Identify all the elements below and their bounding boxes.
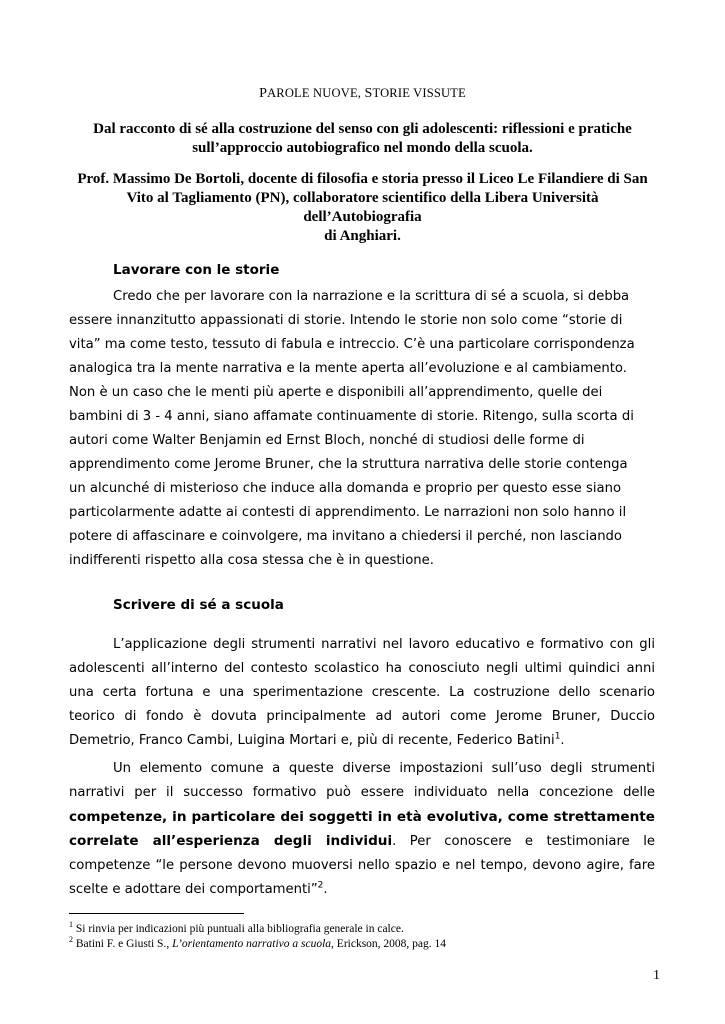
- text-line: particolarmente adatte ai contesti di apprendimento. Le narrazioni non solo hanno il: [69, 505, 627, 520]
- title-line: Dal racconto di sé alla costruzione del senso con gli adolescenti: riflessioni e pratiche: [93, 121, 632, 137]
- text-line: Demetrio, Franco Cambi, Luigina Mortari e, più di recente, Federico Batini$^1$.: [69, 731, 565, 748]
- text-line: L’applicazione degli strumenti narrativi nel lavoro educativo e formativo con gli: [113, 637, 655, 652]
- text-line: narrativi per il successo formativo può essere individuato nella concezione delle: [69, 785, 655, 800]
- text-line: bambini di 3 - 4 anni, siano affamate continuamente di storie. Ritengo, sulla scorta di: [69, 409, 634, 424]
- text-line: autori come Walter Benjamin ed Ernst Bloch, nonché di studiosi delle forme di: [69, 433, 585, 448]
- document-title: [90, 120, 635, 158]
- text-line: correlate all’esperienza degli individui. Per conoscere e testimoniare le: [69, 833, 655, 849]
- series-text-1: AROLE NUOVE,: [267, 86, 365, 100]
- text-line-bold: competenze, in particolare dei soggetti in età evolutiva, come strettamente: [69, 809, 655, 825]
- series-initial-1: P: [259, 86, 268, 101]
- author-block: [66, 170, 659, 246]
- text-line: teorico di fondo è dovuta principalmente ad autori come Jerome Bruner, Duccio: [69, 709, 655, 724]
- series-initial-2: S: [364, 86, 373, 101]
- author-line: Vito al Tagliamento (PN), collaboratore scientifico della Libera Università dell’Autobiografia: [126, 190, 599, 225]
- text-line: vita” ma come testo, tessuto di fabula e intreccio. C’è una particolare corrispondenza: [69, 337, 635, 352]
- footnote-divider: [69, 913, 244, 914]
- body-paragraph: [69, 633, 655, 753]
- body-paragraph: [69, 285, 655, 573]
- footnote-ref[interactable]: 2: [317, 880, 324, 891]
- section-heading: Lavorare con le storie: [113, 262, 280, 278]
- author-line: Prof. Massimo De Bortoli, docente di filosofia e storia presso il Liceo Le Filandiere di San: [77, 171, 648, 187]
- text-line: analogica tra la mente narrativa e la mente aperta all’evoluzione e al cambiamento.: [69, 361, 627, 376]
- text-line: potere di affascinare e coinvolgere, ma invitano a chiedersi il perché, non lasciando: [69, 529, 622, 544]
- footnotes: [69, 922, 659, 952]
- footnote-1: $^1$ Si rinvia per indicazioni più puntuali alla bibliografia generale in calce.: [69, 920, 404, 935]
- text-line: Credo che per lavorare con la narrazione e la scrittura di sé a scuola, si debba: [113, 289, 630, 304]
- text-line: indifferenti rispetto alla cosa stessa che è in questione.: [69, 553, 434, 568]
- text-line: competenze “le persone devono muoversi nello spazio e nel tempo, devono agire, fare: [69, 858, 655, 873]
- text-line: apprendimento come Jerome Bruner, che la struttura narrativa delle storie contenga: [69, 457, 628, 472]
- series-text-2: TORIE VISSUTE: [372, 86, 466, 100]
- series-header: [0, 86, 725, 102]
- text-line: essere innanzitutto appassionati di storie. Intendo le storie non solo come “storie di: [69, 313, 623, 328]
- body-paragraph: [69, 757, 655, 902]
- title-line: sull’approccio autobiografico nel mondo della scuola.: [192, 140, 533, 156]
- text-line: una certa fortuna e una sperimentazione crescente. La costruzione dello scenario: [69, 685, 655, 700]
- footnote-ref[interactable]: 1: [554, 731, 561, 742]
- section-heading: Scrivere di sé a scuola: [113, 597, 284, 613]
- text-line: Un elemento comune a queste diverse impostazioni sull’uso degli strumenti: [113, 761, 655, 776]
- text-line: un alcunché di misterioso che induce alla domanda e proprio per questo esse siano: [69, 481, 622, 496]
- text-line: scelte e adottare dei comportamenti”$^2$.: [69, 880, 328, 897]
- page-number: 1: [653, 968, 660, 983]
- footnote-2: $^2$ Batini F. e Giusti S., L’orientamento narrativo a scuola, Erickson, 2008, pag. 14: [69, 935, 447, 950]
- text-line: adolescenti all’interno del contesto scolastico ha conosciuto negli ultimi quindici anni: [69, 661, 655, 676]
- author-line: di Anghiari.: [324, 228, 401, 244]
- text-line: Non è un caso che le menti più aperte e disponibili all’apprendimento, quelle dei: [69, 385, 603, 400]
